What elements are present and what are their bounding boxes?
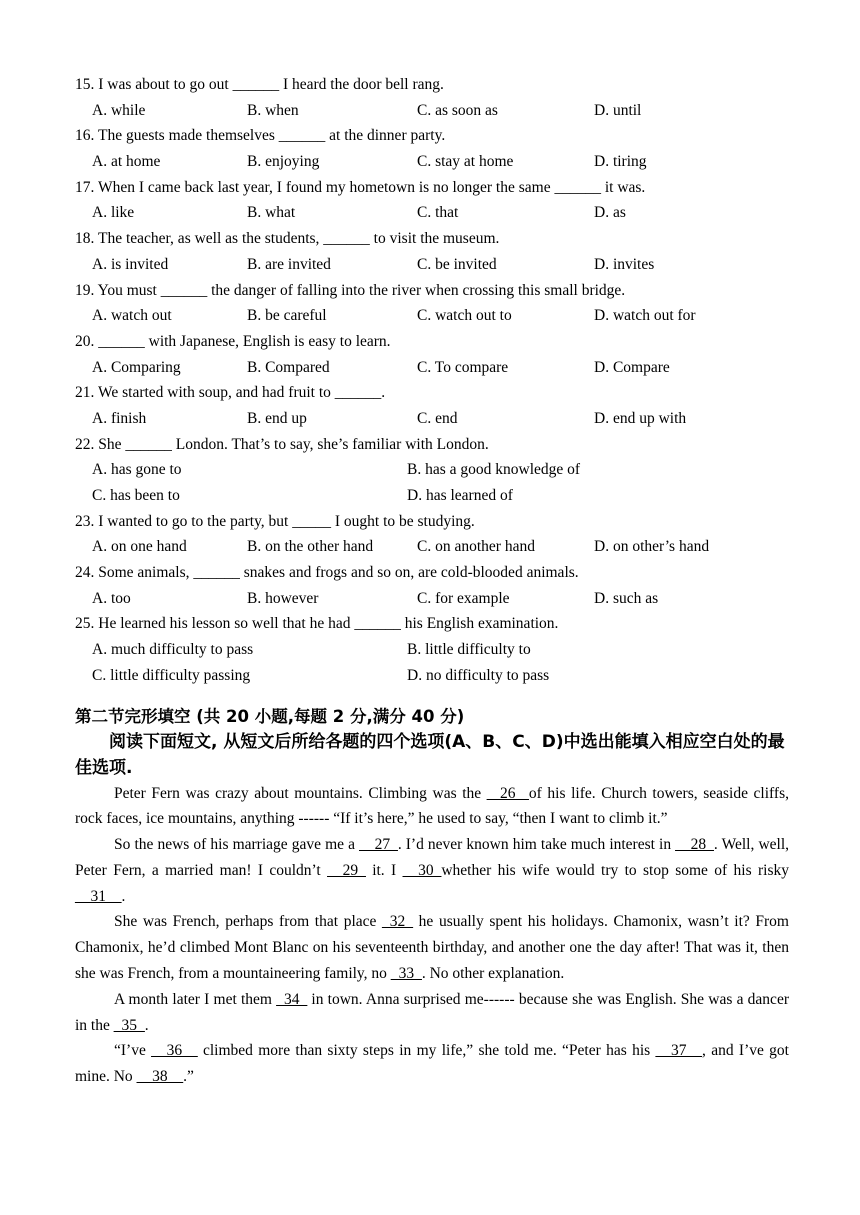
passage-paragraph-4: [75, 987, 789, 1039]
options-row: [75, 663, 789, 689]
question-stem: 20. ______ with Japanese, English is easy to learn.: [75, 332, 391, 350]
option-a: A. too: [92, 589, 131, 607]
option-b: B. what: [247, 204, 296, 222]
option-d: D. invites: [594, 255, 655, 273]
blank-38: __38__: [136, 1068, 184, 1086]
option-b: B. on the other hand: [247, 538, 374, 556]
multiple-choice-list: [75, 72, 789, 689]
option-a: A. Comparing: [92, 358, 181, 376]
option-c: C. To compare: [417, 358, 509, 376]
option-c: C. on another hand: [417, 538, 535, 556]
options-row: [75, 98, 789, 124]
passage-text: .”: [183, 1068, 194, 1086]
blank-29: __29_: [327, 861, 366, 879]
option-a: A. at home: [92, 153, 161, 171]
option-c: C. be invited: [417, 255, 497, 273]
option-b: B. end up: [247, 409, 307, 427]
question-stem: 16. The guests made themselves ______ at the dinner party.: [75, 127, 446, 145]
option-b: B. little difficulty to: [407, 641, 531, 659]
passage-text: whether his wife would try to stop some of his risky: [441, 861, 789, 879]
blank-28: __28_: [675, 836, 714, 854]
option-c: C. that: [417, 204, 459, 222]
blank-33: _33_: [390, 965, 422, 983]
options-row: [75, 149, 789, 175]
option-c: C. end: [417, 409, 458, 427]
passage-paragraph-5: [75, 1038, 789, 1090]
passage-text: . No other explanation.: [421, 965, 565, 983]
options-row: [75, 586, 789, 612]
blank-30: __30_: [402, 861, 442, 879]
passage-paragraph-1: [75, 781, 789, 833]
passage-text: he usually spent his holidays. Chamonix, wasn’t it? From Chamonix, he’d climbed Mont Blanc on his seventeenth birthday, and another one the day after! That was it, then she was French, from a mountaineering family, no: [75, 913, 789, 983]
passage-text: “I’ve: [114, 1042, 152, 1060]
options-row: [75, 200, 789, 226]
passage-text: Peter Fern was crazy about mountains. Climbing was the: [114, 784, 487, 802]
options-row: [75, 483, 789, 509]
options-row: [75, 303, 789, 329]
option-c: C. little difficulty passing: [92, 666, 251, 684]
options-row: [75, 457, 789, 483]
option-a: A. much difficulty to pass: [92, 641, 254, 659]
blank-27: __27_: [359, 836, 398, 854]
option-a: A. watch out: [92, 307, 172, 325]
passage-text: . I’d never known him take much interest in: [397, 836, 676, 854]
option-d: D. no difficulty to pass: [407, 666, 550, 684]
option-d: D. on other’s hand: [594, 538, 710, 556]
passage-text: So the news of his marriage gave me a: [114, 836, 360, 854]
option-b: B. are invited: [247, 255, 331, 273]
options-row: [75, 355, 789, 381]
blank-32: _32_: [382, 913, 414, 931]
question-stem: 21. We started with soup, and had fruit to ______.: [75, 384, 386, 402]
question-stem: 19. You must ______ the danger of falling into the river when crossing this small bridge.: [75, 281, 626, 299]
blank-31: __31__: [75, 887, 122, 905]
blank-36: __36__: [151, 1042, 198, 1060]
question-stem: 15. I was about to go out ______ I heard the door bell rang.: [75, 76, 444, 93]
blank-34: _34_: [276, 990, 308, 1008]
passage-text: of his life. Church towers, seaside cliffs, rock faces, ice mountains, anything ------ “If it’s here,” he used to say, “then I want to climb it.”: [75, 784, 790, 828]
passage-text: in town. Anna surprised me------ because she was English. She was a dancer in the: [75, 990, 789, 1034]
passage-text: climbed more than sixty steps in my life,” she told me. “Peter has his: [197, 1042, 656, 1060]
option-c: C. stay at home: [417, 153, 514, 171]
blank-26: _ 26 _: [486, 784, 529, 802]
passage-text: She was French, perhaps from that place: [114, 913, 383, 931]
passage-text: A month later I met them: [114, 990, 277, 1008]
option-d: D. until: [594, 101, 642, 119]
option-b: B. when: [247, 101, 299, 119]
option-b: B. enjoying: [247, 153, 320, 171]
option-d: D. watch out for: [594, 307, 696, 325]
option-a: A. like: [92, 204, 135, 222]
option-c: C. as soon as: [417, 101, 498, 119]
option-b: B. be careful: [247, 307, 327, 325]
option-d: D. Compare: [594, 358, 670, 376]
option-c: C. watch out to: [417, 307, 512, 325]
option-a: A. is invited: [92, 255, 169, 273]
passage-text: it. I: [365, 861, 403, 879]
question-stem: 24. Some animals, ______ snakes and frogs and so on, are cold-blooded animals.: [75, 564, 579, 582]
option-a: A. on one hand: [92, 538, 187, 556]
option-a: A. has gone to: [92, 461, 182, 479]
options-row: [75, 637, 789, 663]
question-stem: 23. I wanted to go to the party, but _____ I ought to be studying.: [75, 512, 475, 530]
options-row: [75, 534, 789, 560]
passage-text: , and I’ve got mine. No: [75, 1042, 789, 1086]
options-row: [75, 406, 789, 432]
passage-paragraph-3: [75, 909, 789, 986]
passage-text: .: [121, 887, 126, 905]
exam-page: [75, 72, 789, 1090]
question-stem: 25. He learned his lesson so well that he had ______ his English examination.: [75, 615, 559, 633]
option-b: B. however: [247, 589, 319, 607]
options-row: [75, 252, 789, 278]
passage-paragraph-2: [75, 832, 789, 909]
section-title: 第二节完形填空 (共 20 小题,每题 2 分,满分 40 分): [75, 706, 465, 726]
option-d: D. has learned of: [407, 487, 513, 504]
option-d: D. end up with: [594, 409, 687, 427]
passage-text: .: [144, 1016, 149, 1034]
question-stem: 17. When I came back last year, I found my hometown is no longer the same ______ it was.: [75, 178, 646, 196]
question-stem: 22. She ______ London. That’s to say, she’s familiar with London.: [75, 435, 489, 453]
option-b: B. has a good knowledge of: [407, 461, 581, 479]
option-a: A. finish: [92, 409, 147, 427]
blank-35: _35_: [113, 1016, 145, 1034]
blank-37: __37__: [655, 1042, 702, 1060]
option-d: D. such as: [594, 589, 659, 607]
option-d: D. as: [594, 204, 626, 222]
option-d: D. tiring: [594, 153, 647, 171]
option-c: C. has been to: [92, 487, 180, 504]
option-b: B. Compared: [247, 358, 330, 376]
option-c: C. for example: [417, 589, 510, 607]
passage-text: . Well, well, Peter Fern, a married man! I couldn’t: [75, 836, 789, 879]
section-instruction: 阅读下面短文, 从短文后所给各题的四个选项(A、B、C、D)中选出能填入相应空白处的最佳选项.: [75, 731, 785, 778]
option-a: A. while: [92, 101, 146, 119]
question-stem: 18. The teacher, as well as the students, ______ to visit the museum.: [75, 230, 500, 248]
